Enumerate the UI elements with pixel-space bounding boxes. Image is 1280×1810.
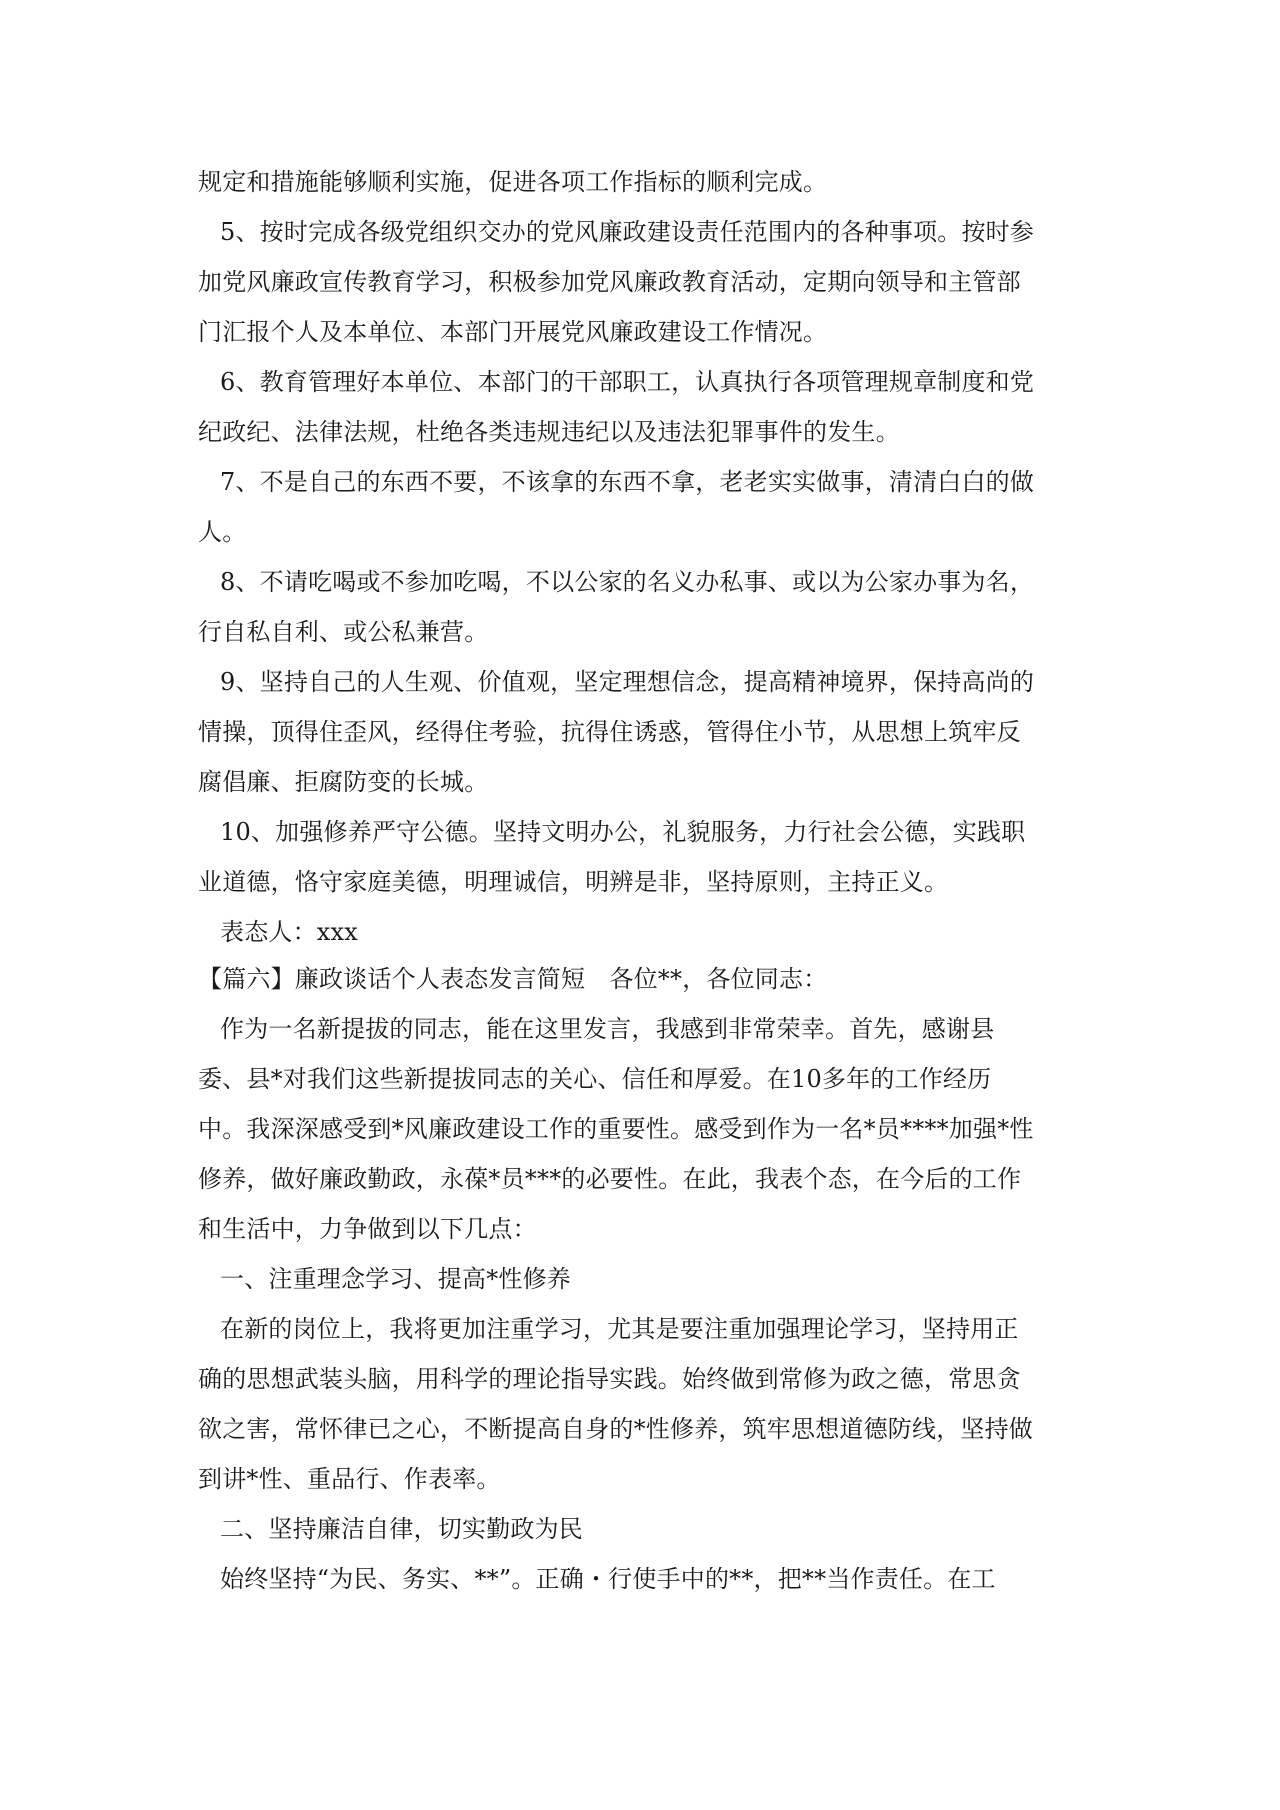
text-line: 人。 (198, 518, 247, 546)
text-line: 始终坚持“为民、务实、**”。正确・行使手中的**，把**当作责任。在工 (220, 1565, 996, 1593)
text-line: 在新的岗位上，我将更加注重学习，尤其是要注重加强理论学习，坚持用正 (220, 1315, 1019, 1343)
text-line: 业道德，恪守家庭美德，明理诚信，明辨是非，坚持原则，主持正义。 (198, 868, 949, 896)
text-line: 和生活中，力争做到以下几点： (198, 1215, 537, 1243)
text-line: 规定和措施能够顺利实施，促进各项工作指标的顺利完成。 (198, 168, 828, 196)
text-line: 门汇报个人及本单位、本部门开展党风廉政建设工作情况。 (198, 318, 828, 346)
text-line: 纪政纪、法律法规，杜绝各类违规违纪以及违法犯罪事件的发生。 (198, 418, 900, 446)
text-line: 腐倡廉、拒腐防变的长城。 (198, 768, 489, 796)
section-heading: 【篇六】廉政谈话个人表态发言简短 各位**，各位同志： (198, 965, 828, 993)
text-line: 中。我深深感受到*风廉政建设工作的重要性。感受到作为一名*员****加强*性 (198, 1115, 1034, 1143)
text-line: 10、加强修养严守公德。坚持文明办公，礼貌服务，力行社会公德，实践职 (220, 818, 1026, 846)
text-line: 修养，做好廉政勤政，永葆*员***的必要性。在此，我表个态，在今后的工作 (198, 1165, 1022, 1193)
subsection-heading: 二、坚持廉洁自律，切实勤政为民 (220, 1515, 583, 1543)
text-line: 行自私自利、或公私兼营。 (198, 618, 489, 646)
text-line: 9、坚持自己的人生观、价值观，坚定理想信念，提高精神境界，保持高尚的 (220, 668, 1035, 696)
text-line: 委、县*对我们这些新提拔同志的关心、信任和厚爱。在10多年的工作经历 (198, 1065, 992, 1093)
text-line: 到讲*性、重品行、作表率。 (198, 1465, 501, 1493)
text-line: 作为一名新提拔的同志，能在这里发言，我感到非常荣幸。首先，感谢县 (220, 1015, 995, 1043)
text-line: 情操，顶得住歪风，经得住考验，抗得住诱惑，管得住小节，从思想上筑牢反 (198, 718, 1021, 746)
text-line: 7、不是自己的东西不要，不该拿的东西不拿，老老实实做事，清清白白的做 (220, 468, 1035, 496)
text-line: 6、教育管理好本单位、本部门的干部职工，认真执行各项管理规章制度和党 (220, 368, 1035, 396)
text-line: 确的思想武装头脑，用科学的理论指导实践。始终做到常修为政之德，常思贪 (198, 1365, 1021, 1393)
subsection-heading: 一、注重理念学习、提高*性修养 (220, 1265, 571, 1293)
text-line: 8、不请吃喝或不参加吃喝，不以公家的名义办私事、或以为公家办事为名， (220, 568, 1035, 596)
signatory-line: 表态人：xxx (220, 918, 359, 946)
text-line: 加党风廉政宣传教育学习，积极参加党风廉政教育活动，定期向领导和主管部 (198, 268, 1021, 296)
text-line: 5、按时完成各级党组织交办的党风廉政建设责任范围内的各种事项。按时参 (220, 218, 1035, 246)
text-line: 欲之害，常怀律已之心，不断提高自身的*性修养，筑牢思想道德防线，坚持做 (198, 1415, 1033, 1443)
